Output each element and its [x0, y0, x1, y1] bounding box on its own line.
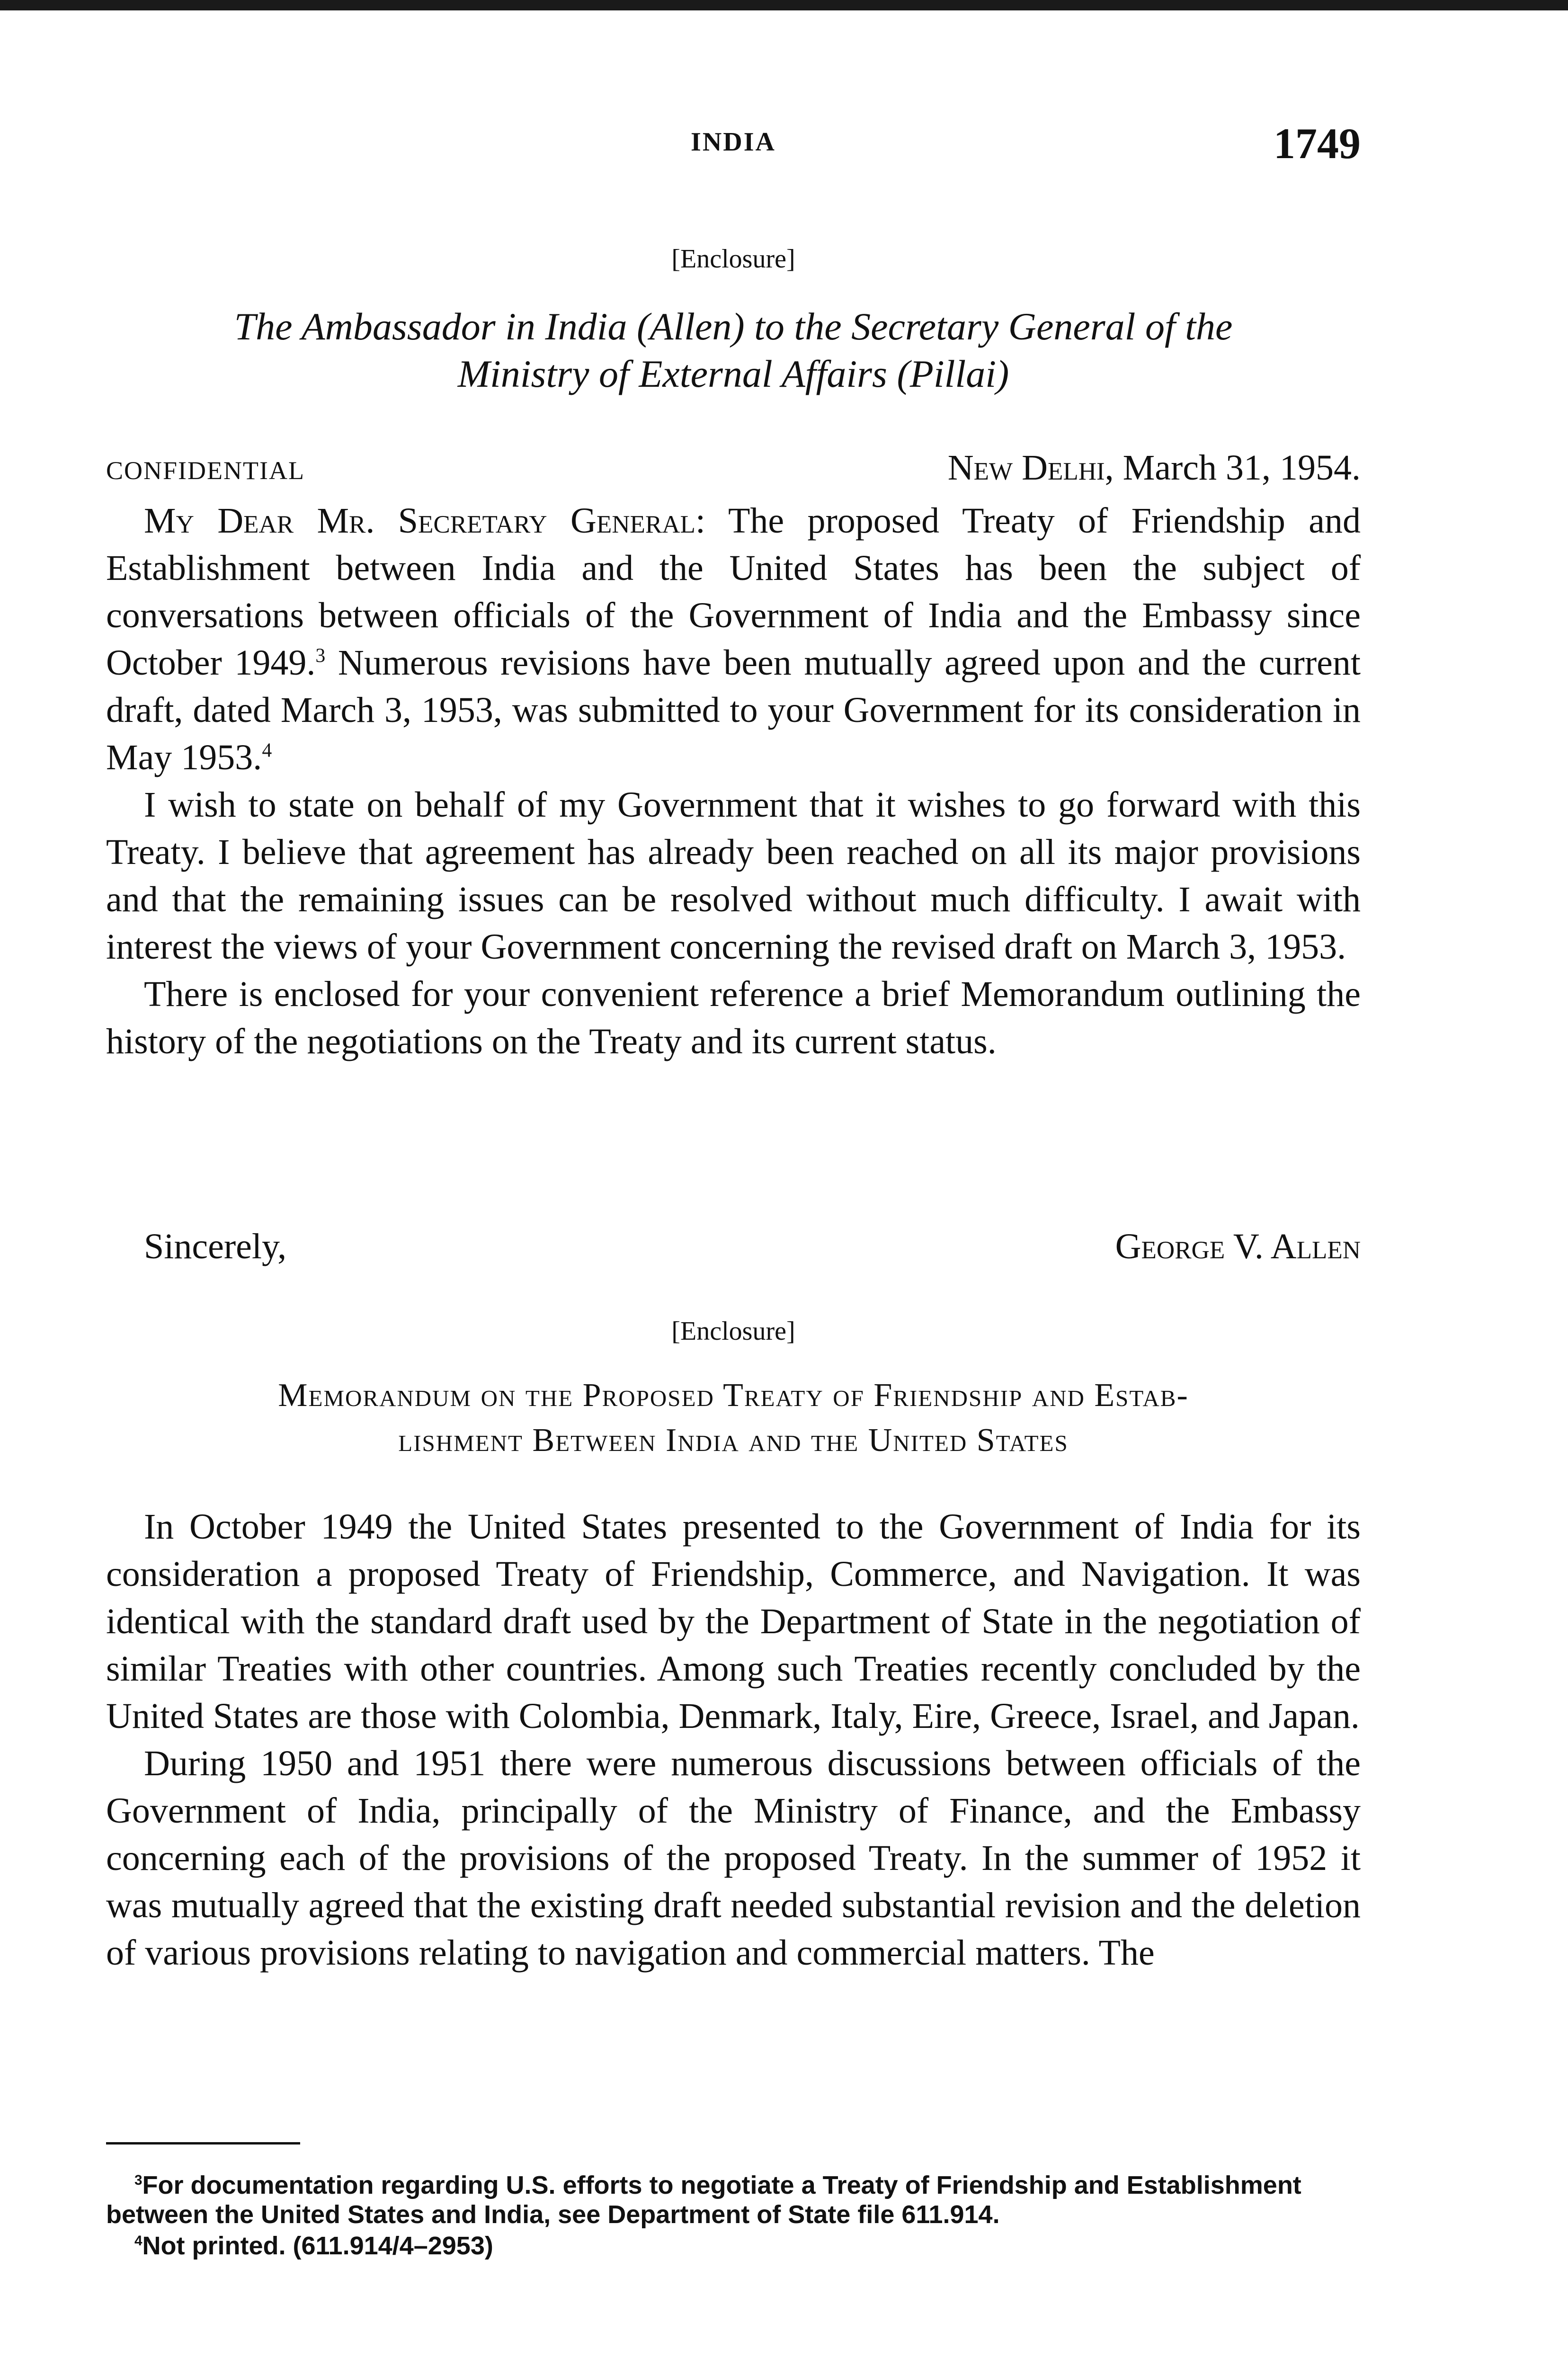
dateline — [106, 447, 1361, 495]
classification-marking: CONFIDENTIAL — [106, 456, 305, 485]
footnote-divider — [106, 2142, 300, 2145]
footnotes — [106, 2171, 1361, 2262]
letter-paragraph: I wish to state on behalf of my Government that it wishes to go forward with this Treaty. I believe that agreement has already been reached on all its major provisions and that the remaining issues can be resolved without much difficulty. I await with interest the views of your Government concerning the revised draft on March 3, 1953. — [106, 785, 1361, 967]
enclosure-label: [Enclosure] — [671, 1317, 795, 1346]
footnote — [106, 2231, 1361, 2260]
footnote-marker: 3 — [134, 2172, 143, 2188]
running-head-title: INDIA — [691, 127, 776, 157]
memorandum-title-line-1: Memorandum on the Proposed Treaty of Friendship and Estab- — [278, 1377, 1189, 1414]
scan-top-edge — [0, 0, 1568, 10]
footnote — [106, 2171, 1361, 2229]
memorandum-body — [106, 1503, 1361, 1976]
letter-date-text: , March 31, 1954. — [1105, 448, 1361, 488]
letter-paragraph-1-text: : The proposed Treaty of Friendship and Establishment between India and the United States has been the subject of conversations between officials of the Government of India and the Embassy since October 1949. — [106, 501, 1361, 683]
memorandum-paragraph: During 1950 and 1951 there were numerous discussions between officials of the Government of India, principally of the Ministry of Finance, and the Embassy concerning each of the provisions of the proposed Treaty. In the summer of 1952 it was mutually agreed that the existing draft needed substantial revision and the deletion of various provisions relating to navigation and commercial matters. The — [106, 1744, 1361, 1973]
letter-paragraph-1-text-b: Numerous revisions have been mutually agreed upon and the current draft, dated March 3, 1953, was submitted to your Government for its consideration in May 1953. — [106, 643, 1361, 777]
letter-heading-line-2: Ministry of External Affairs (Pillai) — [457, 352, 1009, 395]
footnote-marker: 4 — [134, 2233, 143, 2249]
letter-heading — [106, 303, 1361, 398]
enclosure-label: [Enclosure] — [671, 244, 795, 274]
letter-place: New Delhi — [947, 448, 1105, 488]
running-head — [106, 118, 1361, 170]
footnote-text: For documentation regarding U.S. efforts to negotiate a Treaty of Friendship and Establishment between the United States and India, see Department of State file 611.914. — [106, 2171, 1301, 2229]
footnote-text: Not printed. (611.914/4–2953) — [142, 2232, 493, 2260]
letter-paragraph — [106, 497, 1361, 781]
footnote-ref: 3 — [315, 645, 326, 667]
page-number: 1749 — [1274, 119, 1361, 168]
memorandum-title-line-2: lishment Between India and the United States — [398, 1422, 1069, 1459]
letter-body — [106, 497, 1361, 1065]
salutation: My Dear Mr. Secretary General — [144, 501, 695, 541]
signature: George V. Allen — [1115, 1227, 1361, 1266]
closing: Sincerely, — [144, 1227, 287, 1266]
footnote-ref: 4 — [262, 739, 272, 762]
memorandum-title — [106, 1373, 1361, 1463]
sign-off — [106, 1226, 1361, 1273]
memorandum-paragraph: In October 1949 the United States presented to the Government of India for its consideration a proposed Treaty of Friendship, Commerce, and Navigation. It was identical with the standard draft used by the Department of State in the negotiation of similar Treaties with other countries. Among such Treaties recently concluded by the United States are those with Colombia, Denmark, Italy, Eire, Greece, Israel, and Japan. — [106, 1507, 1361, 1736]
letter-paragraph: There is enclosed for your convenient reference a brief Memorandum outlining the history of the negotiations on the Treaty and its current status. — [106, 974, 1361, 1061]
letter-date — [948, 447, 1361, 489]
letter-heading-line-1: The Ambassador in India (Allen) to the Secretary General of the — [234, 305, 1233, 348]
